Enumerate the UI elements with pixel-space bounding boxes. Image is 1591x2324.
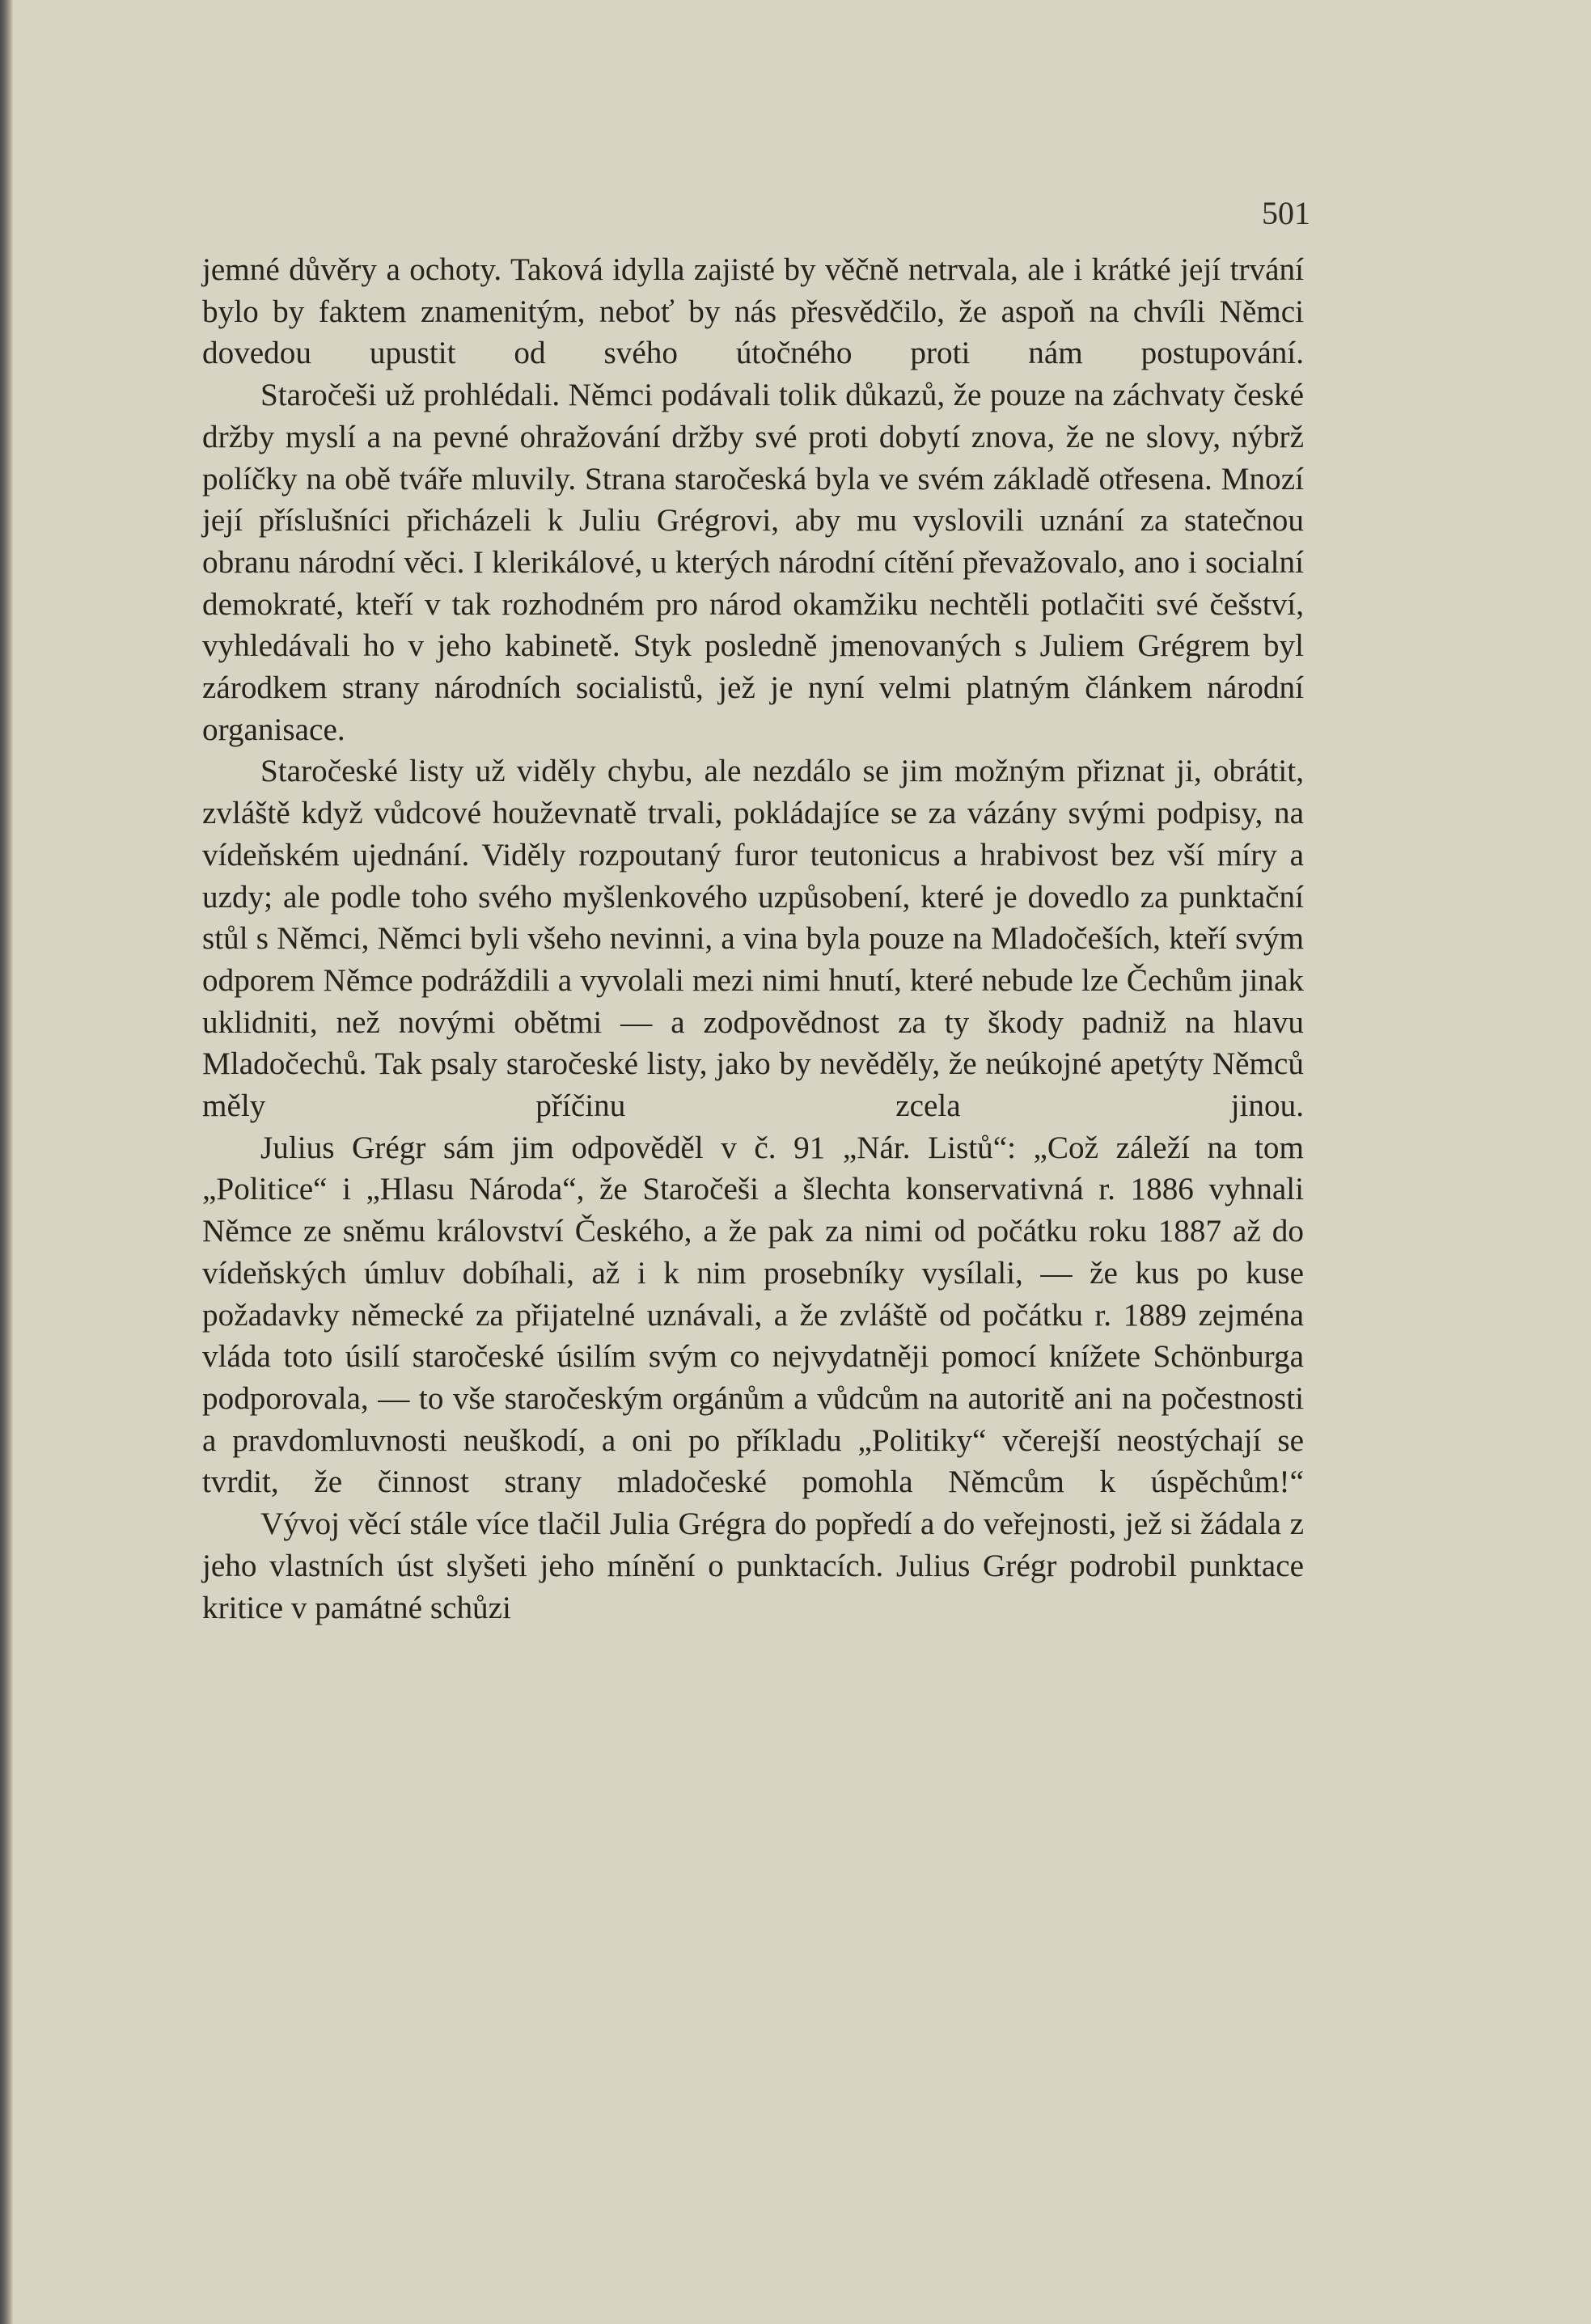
page-binding-edge xyxy=(0,0,13,2324)
paragraph: jemné důvěry a ochoty. Taková idylla zajisté by věčně netrvala, ale i krátké její trvání bylo by faktem znamenitým, neboť by nás přesvědčilo, že aspoň na chvíli Němci dovedou upustit od svého útočného proti nám postupování. xyxy=(202,252,1304,371)
paragraph: Staročeši už prohlédali. Němci podávali tolik důkazů, že pouze na záchvaty české držby myslí a na pevné ohražování držby své proti dobytí znova, že ne slovy, nýbrž políčky na obě tváře mluvily. Strana staročeská byla ve svém základě otřesena. Mnozí její příslušníci přicházeli k Juliu Grégrovi, aby mu vyslovili uznání za statečnou obranu národní věci. I klerikálové, u kterých národní cítění převažovalo, ano i socialní demokraté, kteří v tak rozhodném pro národ okamžiku nechtěli potlačiti své češství, vyhledávali ho v jeho kabinetě. Styk posledně jmenovaných s Juliem Grégrem byl zárodkem strany národních socialistů, jež je nyní velmi platným článkem národní organisace. xyxy=(202,378,1304,747)
paragraph: Julius Grégr sám jim odpověděl v č. 91 „Nár. Listů“: „Což záleží na tom „Politice“ i „Hlasu Národa“, že Staročeši a šlechta konservativná r. 1886 vyhnali Němce ze sněmu království Českého, a že pak za nimi od počátku roku 1887 až do vídeňských úmluv dobíhali, až i k nim prosebníky vysílali, — že kus po kuse požadavky německé za přijatelné uznávali, a že zvláště od počátku r. 1889 zejména vláda toto úsilí staročeské úsilím svým co nejvydatněji pomocí knížete Schönburga podporovala, — to vše staročeským orgánům a vůdcům na autoritě ani na počestnosti a pravdomluvnosti neuškodí, a oni po příkladu „Politiky“ včerejší neostýchají se tvrdit, že činnost strany mladočeské pomohla Němcům k úspěchům!“ xyxy=(202,1130,1304,1500)
paragraph: Vývoj věcí stále více tlačil Julia Grégra do popředí a do veřejnosti, jež si žádala z jeho vlastních úst slyšeti jeho mínění o punktacích. Julius Grégr podrobil punktace kritice v památné schůzi xyxy=(202,1506,1304,1625)
body-text xyxy=(202,249,1304,1629)
page-number: 501 xyxy=(1262,195,1310,231)
paragraph: Staročeské listy už viděly chybu, ale nezdálo se jim možným přiznat ji, obrátit, zvláště když vůdcové houževnatě trvali, pokládajíce se za vázány svými podpisy, na vídeňském ujednání. Viděly rozpoutaný furor teutonicus a hrabivost bez vší míry a uzdy; ale podle toho svého myšlenkového uzpůsobení, které je dovedlo za punktační stůl s Němci, Němci byli všeho nevinni, a vina byla pouze na Mladočeších, kteří svým odporem Němce podráždili a vyvolali mezi nimi hnutí, které nebude lze Čechům jinak uklidniti, než novými obětmi — a zodpovědnost za ty škody padniž na hlavu Mladočechů. Tak psaly staročeské listy, jako by nevěděly, že neúkojné apetýty Němců měly příčinu zcela jinou. xyxy=(202,754,1304,1124)
